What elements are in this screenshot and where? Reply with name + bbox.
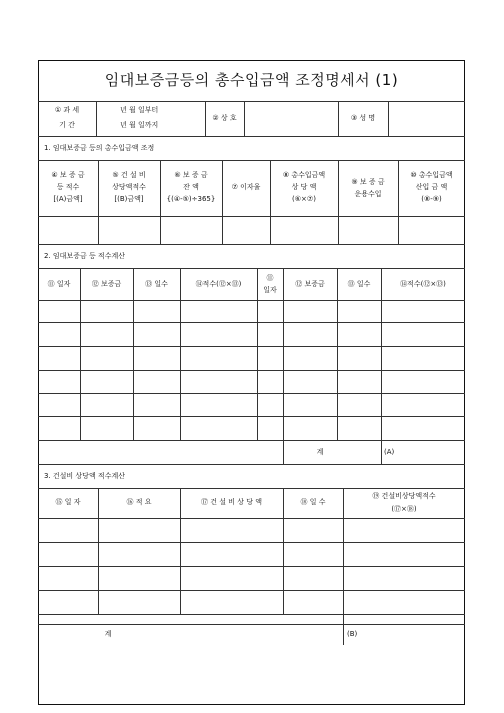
divider	[38, 614, 465, 615]
divider	[38, 322, 465, 323]
divider	[337, 268, 338, 440]
col-header: 산입 금 액	[415, 183, 448, 191]
col-header: 상 당 액	[291, 183, 317, 191]
divider	[38, 370, 465, 371]
col-header: ⑭적수(⑫×⑬)	[400, 280, 446, 288]
col-header: [(A)금액]	[53, 195, 83, 203]
col-header: ⑱ 일 수	[300, 498, 326, 506]
divider	[96, 101, 97, 136]
divider	[38, 216, 465, 217]
col-header: ⑥ 보 증 금	[174, 171, 208, 179]
col-header: (⑧-⑨)	[421, 195, 442, 203]
col-header: ⑫ 보증금	[91, 280, 122, 288]
divider	[38, 268, 465, 269]
col-header: ⑤ 건 설 비	[112, 171, 146, 179]
divider	[38, 244, 465, 245]
col-header: ⑬ 일수	[145, 280, 168, 288]
col-header: ⑨ 보 증 금	[351, 178, 385, 186]
total-label: 계	[104, 630, 112, 638]
col-header: ⑮ 일 자	[55, 498, 81, 506]
col-header: [(B)금액]	[114, 195, 144, 203]
divider	[80, 268, 81, 440]
divider	[38, 393, 465, 394]
divider	[38, 518, 465, 519]
divider	[222, 160, 223, 244]
period-label: 기 간	[59, 121, 75, 129]
divider	[38, 160, 465, 161]
divider	[388, 101, 389, 136]
col-header: 일자	[263, 286, 277, 294]
divider	[283, 268, 284, 464]
divider	[38, 488, 465, 489]
page-title: 임대보증금등의 총수입금액 조정명세서 (1)	[104, 71, 399, 89]
period-from: 년 월 일부터	[120, 106, 159, 114]
divider	[244, 101, 245, 136]
col-header: 운용수입	[354, 190, 382, 198]
total-mark: (B)	[347, 630, 358, 638]
col-header: ⑩ 총수입금액	[410, 171, 453, 179]
col-header: ⑬ 일수	[347, 280, 371, 288]
col-header: ⑯ 적 요	[126, 498, 152, 506]
divider	[38, 542, 465, 543]
col-header: ④ 보 증 금	[51, 171, 85, 179]
col-header: ⑰ 건 설 비 상 당 액	[201, 498, 262, 506]
section2-heading: 2. 임대보증금 등 적수계산	[44, 252, 125, 260]
total-label: 계	[316, 448, 324, 456]
form-frame	[38, 60, 465, 705]
col-header: ⑧ 총수입금액	[282, 171, 326, 179]
col-header: (⑰×⑱)	[391, 505, 417, 513]
section1-heading: 1. 임대보증금 등의 총수입금액 조정	[44, 144, 155, 152]
col-header: 등 적수	[56, 183, 80, 191]
col-header: ⑪	[266, 274, 274, 282]
divider	[38, 136, 465, 137]
col-header: 상당액적수	[112, 183, 146, 191]
col-header: ⑫ 보증금	[295, 280, 325, 288]
total-mark: (A)	[384, 448, 395, 456]
divider	[133, 268, 134, 440]
divider	[38, 416, 465, 417]
col-header: ⑪ 일자	[47, 280, 71, 288]
divider	[38, 440, 465, 441]
section3-heading: 3. 건설비 상당액 적수계산	[44, 472, 125, 480]
divider	[38, 566, 465, 567]
col-header: ⑭적수(⑫×⑬)	[195, 280, 242, 288]
divider	[38, 624, 465, 625]
divider	[38, 590, 465, 591]
divider	[180, 268, 181, 440]
col-header: ⑦ 이자율	[231, 183, 261, 191]
divider	[38, 101, 465, 102]
period-label: ① 과 세	[54, 106, 80, 114]
col-header: ⑲ 건설비상당액적수	[372, 492, 436, 500]
period-to: 년 월 일까지	[120, 121, 159, 129]
company-label: ② 상 호	[212, 114, 237, 122]
divider	[338, 160, 339, 244]
divider	[38, 300, 465, 301]
divider	[381, 268, 382, 464]
name-label: ③ 성 명	[350, 114, 376, 122]
col-header: {(④-⑤)÷365}	[166, 195, 216, 203]
divider	[38, 464, 465, 465]
divider	[38, 346, 465, 347]
col-header: (⑥×⑦)	[292, 195, 316, 203]
col-header: 잔 액	[183, 183, 199, 191]
